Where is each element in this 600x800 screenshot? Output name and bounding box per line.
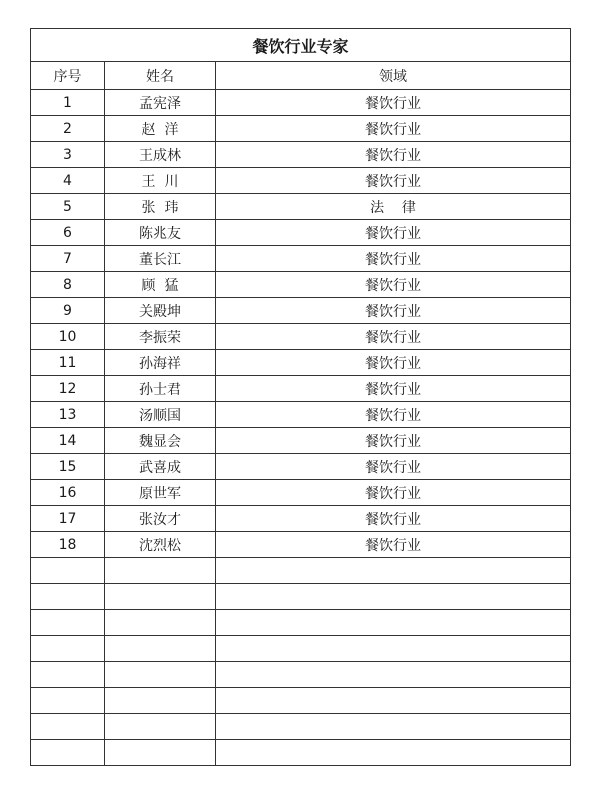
row-field-cell: 餐饮行业 [216, 168, 571, 194]
row-field-cell [216, 740, 571, 766]
row-field-cell: 餐饮行业 [216, 428, 571, 454]
table-row [31, 116, 571, 142]
table-row [31, 636, 571, 662]
row-field-cell [216, 610, 571, 636]
row-name-cell [105, 584, 216, 610]
row-field-cell [216, 714, 571, 740]
row-index-cell [31, 610, 105, 636]
row-index-cell: 12 [31, 376, 105, 402]
row-field-cell: 餐饮行业 [216, 376, 571, 402]
row-field-cell: 餐饮行业 [216, 506, 571, 532]
row-name-cell [105, 636, 216, 662]
row-field-cell: 餐饮行业 [216, 454, 571, 480]
table-row [31, 350, 571, 376]
row-field-cell [216, 688, 571, 714]
row-index-cell: 17 [31, 506, 105, 532]
row-field-cell: 餐饮行业 [216, 298, 571, 324]
row-name-cell [105, 662, 216, 688]
row-name-cell: 孙士君 [105, 376, 216, 402]
row-index-cell [31, 636, 105, 662]
row-name-cell: 沈烈松 [105, 532, 216, 558]
row-name-cell: 李振荣 [105, 324, 216, 350]
row-index-cell: 10 [31, 324, 105, 350]
table-row [31, 90, 571, 116]
table-body [31, 90, 571, 766]
row-name-cell: 张汝才 [105, 506, 216, 532]
row-name-cell: 关殿坤 [105, 298, 216, 324]
row-name-cell: 张 玮 [105, 194, 216, 220]
table-row [31, 480, 571, 506]
row-index-cell [31, 714, 105, 740]
table-row [31, 376, 571, 402]
row-index-cell: 1 [31, 90, 105, 116]
row-field-cell: 餐饮行业 [216, 350, 571, 376]
row-index-cell: 5 [31, 194, 105, 220]
row-index-cell: 18 [31, 532, 105, 558]
table-row [31, 558, 571, 584]
table-row [31, 272, 571, 298]
row-field-cell: 餐饮行业 [216, 480, 571, 506]
table-row [31, 584, 571, 610]
row-field-cell: 餐饮行业 [216, 402, 571, 428]
row-name-cell: 魏显会 [105, 428, 216, 454]
row-name-cell: 王成林 [105, 142, 216, 168]
row-name-cell: 陈兆友 [105, 220, 216, 246]
table-row [31, 194, 571, 220]
row-field-cell [216, 584, 571, 610]
row-name-cell: 孙海祥 [105, 350, 216, 376]
expert-sheet [30, 28, 570, 766]
row-field-cell [216, 558, 571, 584]
table-row [31, 740, 571, 766]
row-index-cell: 15 [31, 454, 105, 480]
row-name-cell: 汤顺国 [105, 402, 216, 428]
table-row [31, 714, 571, 740]
row-index-cell [31, 558, 105, 584]
row-field-cell: 餐饮行业 [216, 532, 571, 558]
row-name-cell [105, 688, 216, 714]
row-index-cell: 16 [31, 480, 105, 506]
column-header-name: 姓名 [105, 62, 216, 90]
title-row [31, 29, 571, 62]
row-index-cell: 9 [31, 298, 105, 324]
row-name-cell [105, 610, 216, 636]
table-row [31, 662, 571, 688]
table-title: 餐饮行业专家 [31, 29, 571, 62]
row-field-cell: 餐饮行业 [216, 246, 571, 272]
row-field-cell: 法 律 [216, 194, 571, 220]
row-index-cell: 2 [31, 116, 105, 142]
column-header-index: 序号 [31, 62, 105, 90]
header-row [31, 62, 571, 90]
table-row [31, 220, 571, 246]
table-row [31, 610, 571, 636]
row-field-cell [216, 636, 571, 662]
row-index-cell: 8 [31, 272, 105, 298]
row-index-cell: 3 [31, 142, 105, 168]
row-index-cell: 6 [31, 220, 105, 246]
row-field-cell [216, 662, 571, 688]
table-row [31, 168, 571, 194]
table-row [31, 324, 571, 350]
table-row [31, 402, 571, 428]
row-field-cell: 餐饮行业 [216, 116, 571, 142]
row-name-cell: 董长江 [105, 246, 216, 272]
row-name-cell: 王 川 [105, 168, 216, 194]
row-name-cell: 武喜成 [105, 454, 216, 480]
row-index-cell: 4 [31, 168, 105, 194]
row-index-cell [31, 740, 105, 766]
row-name-cell [105, 740, 216, 766]
table-row [31, 532, 571, 558]
expert-table [30, 28, 571, 766]
table-row [31, 298, 571, 324]
row-field-cell: 餐饮行业 [216, 90, 571, 116]
row-name-cell: 孟宪泽 [105, 90, 216, 116]
row-name-cell: 原世军 [105, 480, 216, 506]
table-row [31, 506, 571, 532]
row-index-cell: 7 [31, 246, 105, 272]
row-index-cell [31, 662, 105, 688]
row-name-cell [105, 714, 216, 740]
table-row [31, 428, 571, 454]
row-field-cell: 餐饮行业 [216, 142, 571, 168]
row-field-cell: 餐饮行业 [216, 272, 571, 298]
row-name-cell: 赵 洋 [105, 116, 216, 142]
row-index-cell [31, 584, 105, 610]
table-row [31, 688, 571, 714]
row-name-cell [105, 558, 216, 584]
row-index-cell: 13 [31, 402, 105, 428]
row-index-cell: 14 [31, 428, 105, 454]
row-name-cell: 顾 猛 [105, 272, 216, 298]
row-field-cell: 餐饮行业 [216, 324, 571, 350]
row-index-cell: 11 [31, 350, 105, 376]
table-row [31, 454, 571, 480]
column-header-field: 领域 [216, 62, 571, 90]
table-row [31, 142, 571, 168]
row-index-cell [31, 688, 105, 714]
row-field-cell: 餐饮行业 [216, 220, 571, 246]
table-row [31, 246, 571, 272]
